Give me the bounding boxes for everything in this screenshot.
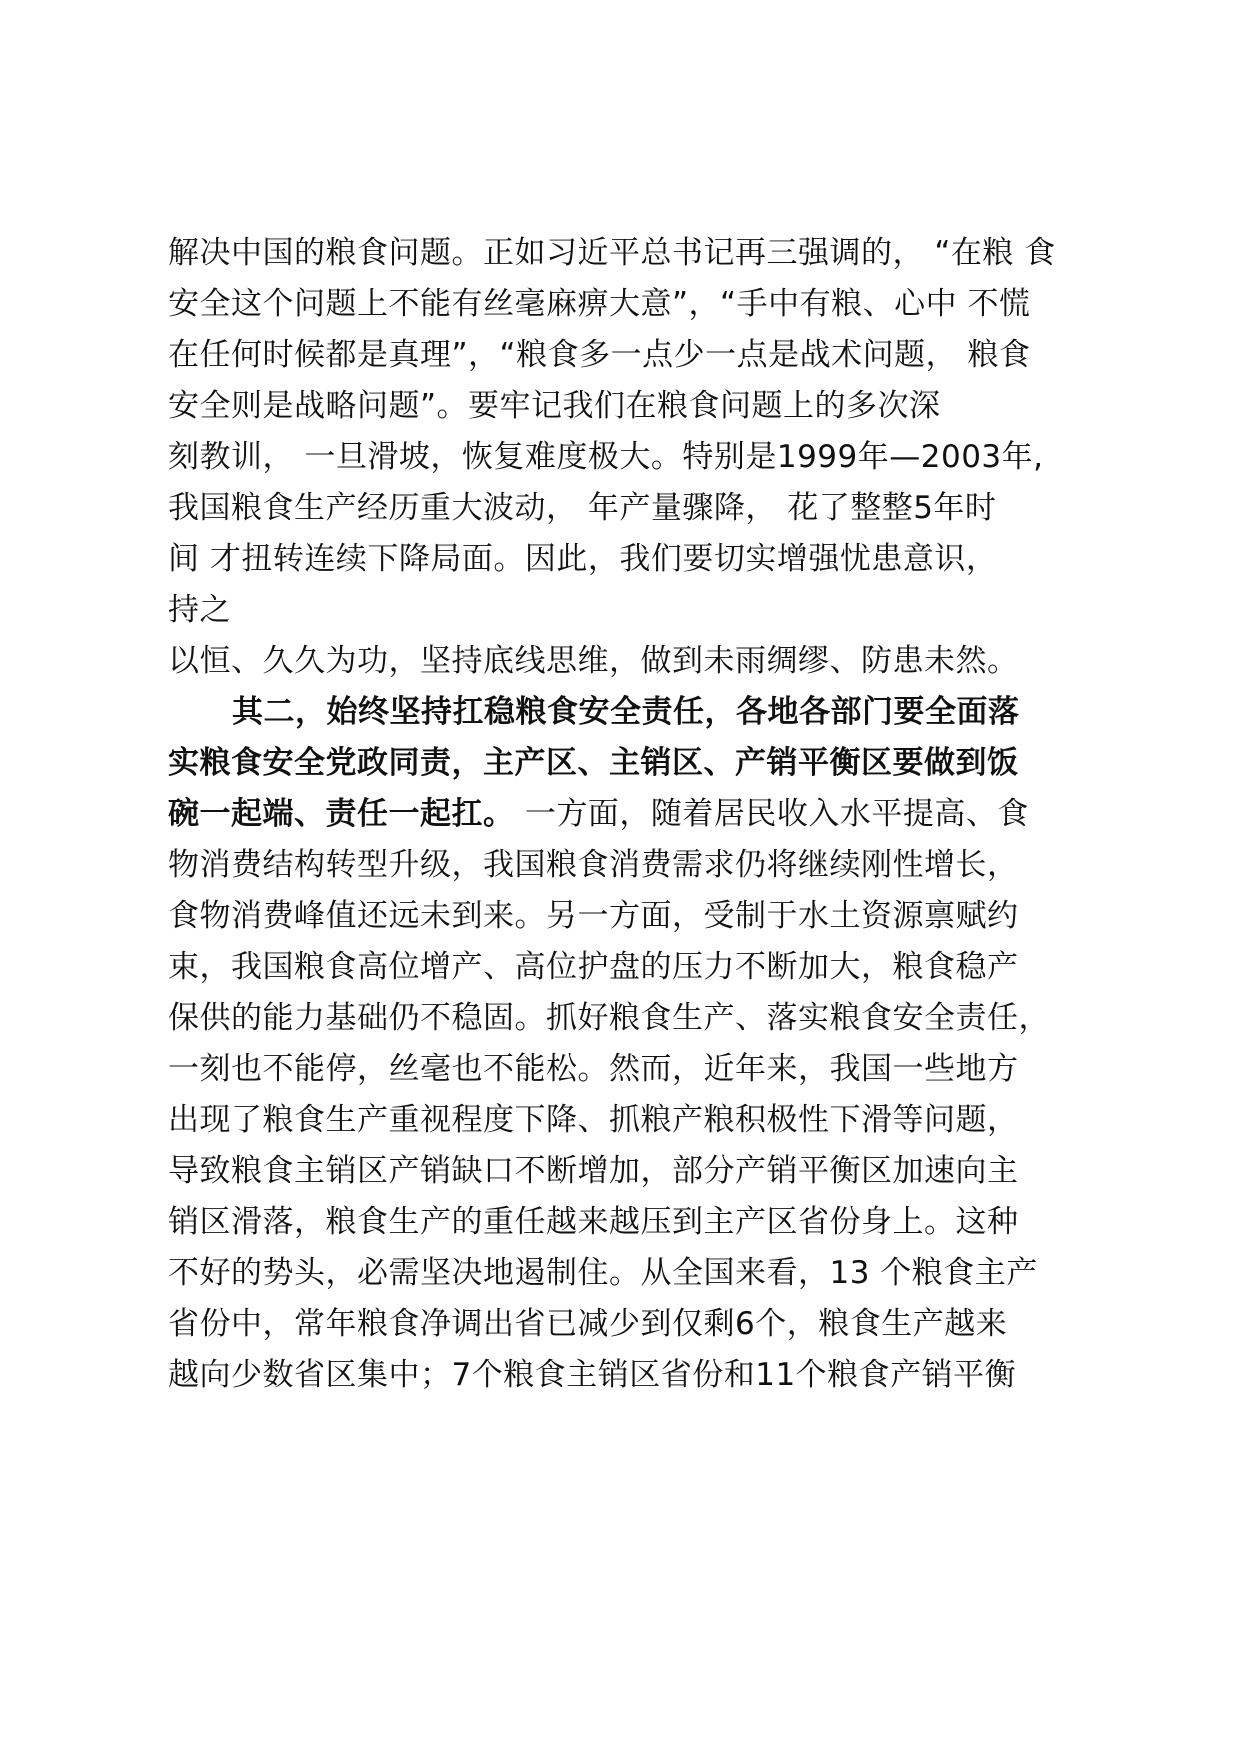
- text-line: 持之: [168, 592, 231, 628]
- text-line: 越向少数省区集中；7个粮食主销区省份和11个粮食产销平衡: [168, 1357, 1017, 1393]
- text-line: 一刻也不能停，丝毫也不能松。然而，近年来，我国一些地方: [168, 1051, 1019, 1087]
- text-line: 省份中，常年粮食净调出省已减少到仅剩6个，粮食生产越来: [168, 1306, 1008, 1342]
- text-line: 我国粮食生产经历重大波动， 年产量骤降， 花了整整5年时: [168, 490, 997, 526]
- text-line: 间 才扭转连续下降局面。因此，我们要切实增强忧患意识，: [168, 541, 998, 577]
- text-line: 刻教训， 一旦滑坡，恢复难度极大。特别是1999年—2003年,: [168, 439, 1044, 475]
- heading-line: 其二，始终坚持扛稳粮食安全责任，各地各部门要全面落: [232, 694, 1020, 730]
- text-line: 食物消费峰值还远未到来。另一方面，受制于水土资源禀赋约: [168, 898, 1019, 934]
- text-line: 销区滑落，粮食生产的重任越来越压到主产区省份身上。这种: [168, 1204, 1019, 1240]
- text-line: 以恒、久久为功，坚持底线思维，做到未雨绸缪、防患未然。: [168, 643, 1019, 679]
- text-line: 不好的势头，必需坚决地遏制住。从全国来看，13 个粮食主产: [168, 1255, 1038, 1291]
- text-line: 安全则是战略问题”。要牢记我们在粮食问题上的多次深: [168, 388, 941, 424]
- text-line: 出现了粮食生产重视程度下降、抓粮产粮积极性下滑等问题，: [168, 1102, 1019, 1138]
- text-fragment: 一方面，随着居民收入水平提高、食: [514, 796, 1029, 832]
- text-line: 保供的能力基础仍不稳固。抓好粮食生产、落实粮食安全责任，: [168, 1000, 1050, 1036]
- mixed-line: [168, 789, 1108, 840]
- heading-fragment: 碗一起端、责任一起扛。: [168, 796, 515, 832]
- heading-line: 实粮食安全党政同责，主产区、主销区、产销平衡区要做到饭: [168, 745, 1019, 781]
- text-line: 束，我国粮食高位增产、高位护盘的压力不断加大，粮食稳产: [168, 949, 1019, 985]
- body-text: [168, 228, 1108, 1401]
- text-line: 解决中国的粮食问题。正如习近平总书记再三强调的， “在粮 食: [168, 235, 1056, 271]
- text-line: 导致粮食主销区产销缺口不断增加，部分产销平衡区加速向主: [168, 1153, 1019, 1189]
- text-line: 在任何时候都是真理”，“粮食多一点少一点是战术问题， 粮食: [168, 337, 1031, 373]
- text-line: 物消费结构转型升级，我国粮食消费需求仍将继续刚性增长，: [168, 847, 1019, 883]
- text-line: 安全这个问题上不能有丝毫麻痹大意”，“手中有粮、心中 不慌: [168, 286, 1031, 322]
